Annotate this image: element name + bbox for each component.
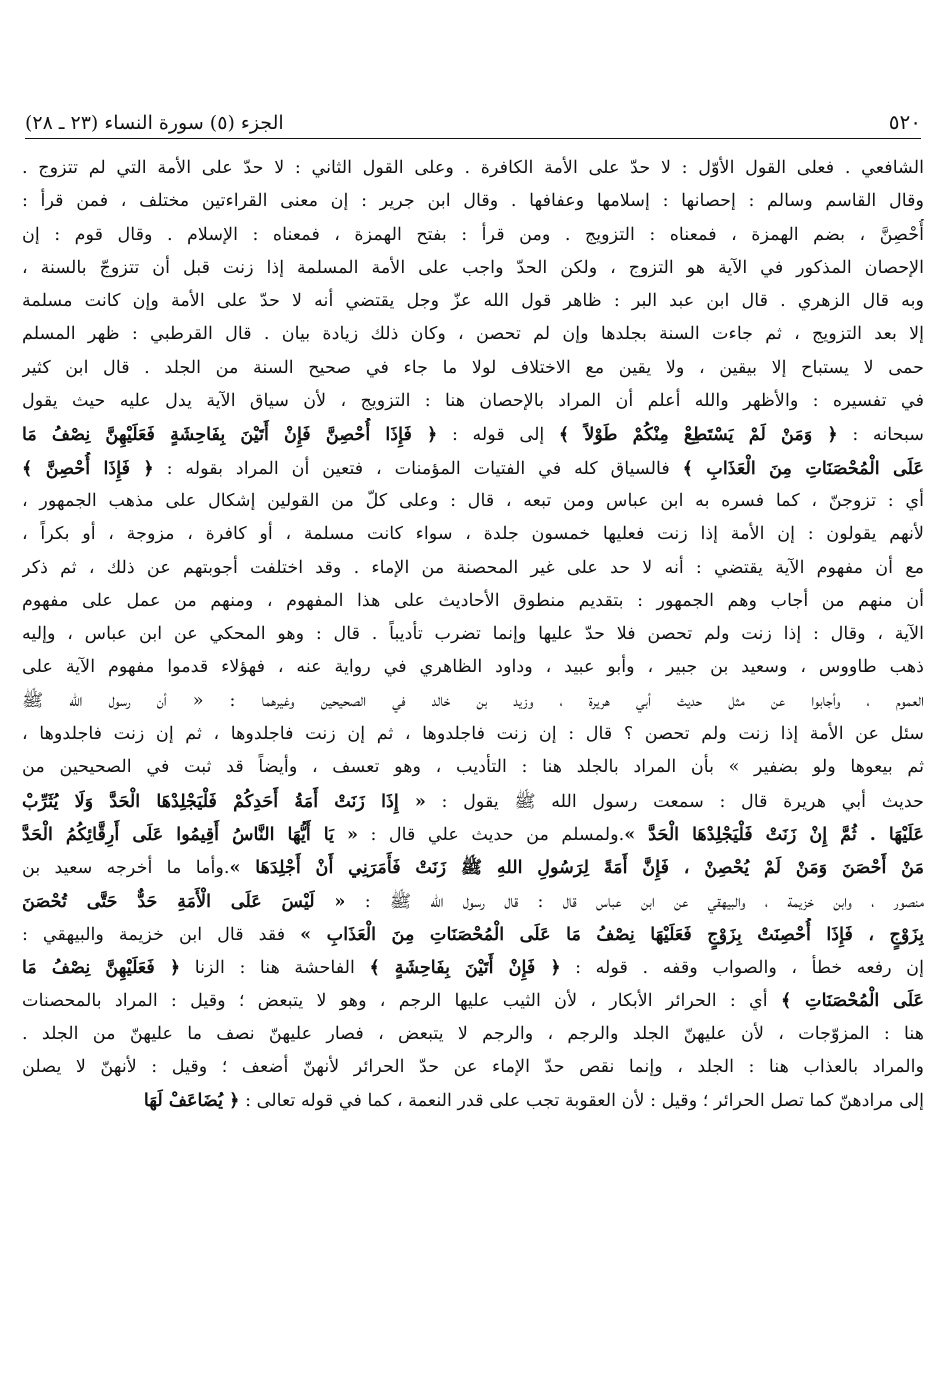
- text-segment: ثم بيعوها ولو بضفير » بأن المراد بالجلد هنا : التأديب ، وهو تعسف ، وأيضاً قد ثبت في الصحيحين من: [22, 757, 924, 778]
- text-line: [22, 285, 924, 318]
- quote-text: بِزَوْجٍ ، فَإِذَا أُحْصِنَتْ بِزَوْجٍ فَعَلَيْهَا نِصْفُ مَا عَلَى الْمُحْصَنَاتِ مِنَ الْعَذَابِ »: [300, 923, 924, 945]
- text-line: [22, 219, 924, 252]
- text-segment: .ولمسلم من حديث علي قال :: [357, 824, 625, 845]
- text-segment: العموم ، وأجابوا عن مثل حديث أبي هريرة ، وزيد بن خالد في الصحيحين وغيرهما : « أن رسول الله ﷺ: [22, 690, 924, 711]
- quote-text: مَنْ أَحْصَنَ وَمَنْ لَمْ يُحْصِنْ ، فَإِنَّ أَمَةً لِرَسُولِ اللهِ ﷺ زَنَتْ فَأَمَرَنِي أَنْ أَجْلِدَهَا »: [229, 857, 924, 879]
- text-line: [22, 818, 924, 851]
- text-line: [22, 984, 924, 1017]
- text-segment: أُحْصِنَّ ، بضم الهمزة ، فمعناه : التزويج . ومن قرأ : بفتح الهمزة ، فمعناه : الإسلام . وقال قوم : إن: [22, 224, 924, 245]
- text-segment: سئل عن الأمة إذا زنت ولم تحصن ؟ قال : إن زنت فاجلدوها ، ثم إن زنت فاجلدوها ، ثم إن زنت فاجلدوها ،: [22, 724, 924, 745]
- text-line: [22, 185, 924, 218]
- text-line: [22, 352, 924, 385]
- quote-text: ﴿ فَإِذَا أُحْصِنَّ فَإِنْ أَتَيْنَ بِفَاحِشَةٍ فَعَلَيْهِنَّ نِصْفُ مَا: [22, 424, 438, 446]
- text-line: [22, 718, 924, 751]
- body-text: [22, 152, 924, 1118]
- page-number: ٥٢٠: [888, 110, 921, 134]
- text-line: [22, 651, 924, 684]
- text-segment: .وأما ما أخرجه سعيد بن: [22, 858, 230, 879]
- text-segment: لأنهم يقولون : إن الأمة إذا زنت فعليها خمسون جلدة ، سواء كانت مسلمة ، أو كافرة ، مزوجة ، أو بكراً ،: [22, 524, 924, 545]
- text-segment: أي : الحرائر الأبكار ، لأن الثيب عليها الرجم ، وهو لا يتبعض ؛ وقيل : المراد بالمحصنات: [22, 991, 781, 1012]
- text-line: [22, 518, 924, 551]
- text-segment: وقال القاسم وسالم : إحصانها : إسلامها وعفافها . وقال ابن جرير : إن معنى القراءتين مختلف ، فمن قرأ :: [22, 191, 924, 212]
- quote-text: « يَا أَيُّهَا النَّاسُ أَقِيمُوا عَلَى أَرِقَّائِكُمُ الْحَدَّ: [22, 823, 358, 845]
- text-line: [22, 318, 924, 351]
- header-rule: [25, 138, 921, 139]
- text-segment: الشافعي . فعلى القول الأوّل : لا حدّ على الأمة الكافرة . وعلى القول الثاني : لا حدّ على الأمة التي لم تتزوج .: [22, 158, 924, 178]
- text-line: [22, 951, 924, 984]
- text-segment: حديث أبي هريرة قال : سمعت رسول الله ﷺ يقول :: [425, 791, 924, 812]
- text-segment: ذهب طاووس ، وسعيد بن جبير ، وأبو عبيد ، وداود الظاهري في رواية عنه ، فهؤلاء قدموا مفهوم الآية على: [22, 657, 924, 678]
- text-line: [22, 152, 924, 185]
- text-segment: وبه قال الزهري . قال ابن عبد البر : ظاهر قول الله عزّ وجل يقتضي أنه لا حدّ على الأمة وإن كانت مسلمة: [22, 291, 924, 312]
- text-line: [22, 1084, 924, 1117]
- text-segment: أي : تزوجنّ ، كما فسره به ابن عباس ومن تبعه ، قال : وعلى كلّ من القولين إشكال على مذهب الجمهور ،: [22, 490, 924, 511]
- text-line: [22, 485, 924, 518]
- quote-text: ﴿ فَإِنْ أَتَيْنَ بِفَاحِشَةٍ ﴾: [369, 957, 561, 979]
- text-segment: الفاحشة هنا : الزنا: [180, 958, 370, 979]
- text-segment: إلى مرادهنّ كما تصل الحرائر ؛ وقيل : لأن العقوبة تجب على قدر النعمة ، كما في قوله تعالى :: [239, 1091, 924, 1112]
- text-line: [22, 1051, 924, 1084]
- quote-text: عَلَيْهَا . ثُمَّ إِنْ زَنَتْ فَلْيَجْلِدْهَا الْحَدَّ »: [624, 823, 924, 845]
- text-line: [22, 851, 924, 884]
- quote-text: « لَيْسَ عَلَى الْأَمَةِ حَدٌّ حَتَّى تُحْصَنَ: [22, 890, 346, 912]
- text-line: [22, 918, 924, 951]
- text-line: [22, 452, 924, 485]
- text-line: [22, 585, 924, 618]
- text-segment: في تفسيره : والأظهر والله أعلم أن المراد بالإحصان هنا : التزويج ، لأن سياق الآية يدل عليه حيث يقول: [22, 391, 924, 412]
- quote-text: ﴿ فَعَلَيْهِنَّ نِصْفُ مَا: [22, 957, 181, 979]
- text-segment: فقد قال ابن خزيمة والبيهقي :: [22, 924, 301, 945]
- text-line: [22, 885, 924, 918]
- quote-text: عَلَى الْمُحْصَنَاتِ مِنَ الْعَذَابِ ﴾: [682, 457, 924, 479]
- text-segment: الإحصان المذكور في الآية هو التزوج ، ولكن الحدّ واجب على الأمة المسلمة إذا زنت قبل أن تتزوجّ بالسنة ،: [22, 257, 924, 278]
- quote-text: ﴿ يُضَاعَفْ لَهَا: [143, 1090, 240, 1112]
- quote-text: « إِذَا زَنَتْ أَمَةُ أَحَدِكُمْ فَلْيَجْلِدْهَا الْحَدَّ وَلَا يُثَرِّبْ: [22, 790, 426, 812]
- quote-text: عَلَى الْمُحْصَنَاتِ ﴾: [780, 990, 924, 1012]
- page-header: [25, 100, 921, 134]
- text-segment: إلا بعد التزويج ، ثم جاءت السنة بجلدها وإن لم تحصن ، وكان ذلك زيادة بيان . قال القرطبي : ظهر المسلم: [22, 324, 924, 345]
- text-segment: فالسياق كله في الفتيات المؤمنات ، فتعين أن المراد بقوله :: [153, 458, 683, 479]
- text-line: [22, 552, 924, 585]
- text-segment: والمراد بالعذاب هنا : الجلد ، وإنما نقص حدّ الإماء عن حدّ الحرائر لأنهنّ أضعف ؛ وقيل : لأنهنّ لا يصلن: [22, 1057, 924, 1078]
- running-title: الجزء (٥) سورة النساء (٢٣ ـ ٢٨): [25, 112, 284, 134]
- text-line: [22, 252, 924, 285]
- quote-text: ﴿ وَمَنْ لَمْ يَسْتَطِعْ مِنْكُمْ طَوْلاً ﴾: [558, 424, 838, 446]
- text-segment: حمى لا يستباح إلا بيقين ، ولا يقين مع الاختلاف لولا ما جاء في صحيح السنة من الجلد . قال ابن كثير: [22, 357, 924, 378]
- text-line: [22, 418, 924, 451]
- text-segment: منصور ، وابن خزيمة ، والبيهقي عن ابن عباس قال : قال رسول الله ﷺ :: [345, 891, 924, 912]
- text-segment: إن رفعه خطأ ، والصواب وقفه . قوله :: [560, 958, 924, 979]
- text-segment: إلى قوله :: [437, 425, 559, 446]
- quote-text: ﴿ فَإِذَا أُحْصِنَّ ﴾: [22, 457, 154, 479]
- text-line: [22, 618, 924, 651]
- text-line: [22, 751, 924, 784]
- text-line: [22, 685, 924, 718]
- text-line: [22, 1018, 924, 1051]
- text-segment: مع أن مفهوم الآية يقتضي : أنه لا حد على غير المحصنة من الإماء . وقد اختلفت أجوبتهم عن ذلك ، ثم ذكر: [22, 557, 924, 578]
- text-segment: سبحانه :: [837, 425, 924, 446]
- text-line: [22, 785, 924, 818]
- text-segment: الآية ، وقال : إذا زنت ولم تحصن فلا حدّ عليها وإنما تضرب تأديباً . قال : وهو المحكي عن ابن عباس ، وإليه: [22, 624, 924, 645]
- text-segment: أن منهم من أجاب وهم الجمهور : بتقديم منطوق الأحاديث على هذا المفهوم ، ومنهم من عمل على مفهوم: [22, 590, 924, 611]
- text-line: [22, 385, 924, 418]
- text-segment: هنا : المزوّجات ، لأن عليهنّ الجلد والرجم ، والرجم لا يتبعض ، فصار عليهنّ نصف ما عليهنّ من الجلد .: [22, 1023, 924, 1044]
